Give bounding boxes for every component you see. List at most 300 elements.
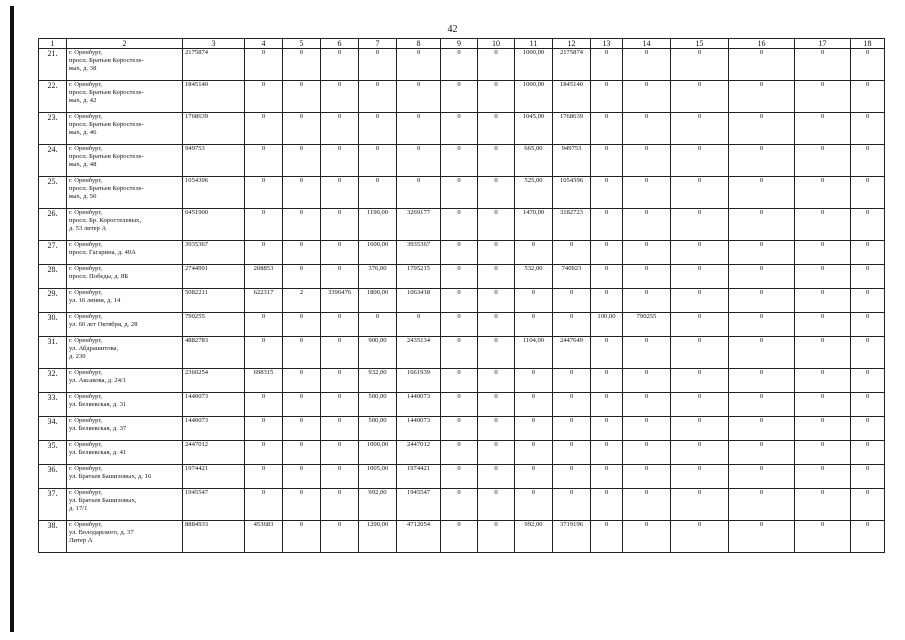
value-cell: 0 — [623, 49, 671, 81]
value-cell: 0 — [359, 313, 397, 337]
value-cell: 0 — [441, 265, 478, 289]
value-cell: 1063418 — [397, 289, 441, 313]
value-cell: 0 — [851, 81, 885, 113]
value-cell: 1440073 — [397, 393, 441, 417]
value-cell: 0 — [623, 337, 671, 369]
value-cell: 1768639 — [553, 113, 591, 145]
value-cell: 0 — [283, 145, 321, 177]
address-line: г. Оренбург, — [69, 521, 103, 528]
column-header: 17 — [795, 39, 851, 49]
value-cell: 1054396 — [553, 177, 591, 209]
value-cell: 0 — [245, 465, 283, 489]
value-cell: 0 — [478, 81, 515, 113]
table-row — [39, 521, 885, 553]
value-cell: 0 — [591, 209, 623, 241]
table-row — [39, 265, 885, 289]
address-line: вых, д. 50 — [69, 193, 97, 201]
row-number: 38. — [39, 521, 67, 553]
value-cell: 0 — [478, 465, 515, 489]
value-cell: 1600,00 — [359, 241, 397, 265]
value-cell: 0 — [671, 337, 729, 369]
value-cell: 1190,00 — [359, 209, 397, 241]
value-cell: 992,00 — [515, 521, 553, 553]
value-cell: 0 — [283, 417, 321, 441]
row-number: 29. — [39, 289, 67, 313]
row-number: 21. — [39, 49, 67, 81]
value-cell: 0 — [515, 465, 553, 489]
column-header: 9 — [441, 39, 478, 49]
value-cell: 0 — [321, 369, 359, 393]
value-cell: 0 — [729, 177, 795, 209]
value-cell: 0 — [441, 113, 478, 145]
address-line: г. Оренбург, — [69, 289, 103, 296]
value-cell: 0 — [478, 489, 515, 521]
address-line: ул. Абдрашитова, — [69, 345, 119, 353]
value-cell: 208853 — [245, 265, 283, 289]
address-line: ул. Беляевская, д. 37 — [69, 425, 127, 433]
address-line: г. Оренбург, — [69, 369, 103, 376]
value-cell: 0 — [851, 369, 885, 393]
column-header: 8 — [397, 39, 441, 49]
value-cell: 0 — [245, 113, 283, 145]
value-cell: 0 — [729, 49, 795, 81]
value-cell: 6451900 — [183, 209, 245, 241]
address-cell — [67, 337, 183, 369]
value-cell: 0 — [671, 81, 729, 113]
address-line: д. 230 — [69, 353, 86, 361]
value-cell: 0 — [441, 145, 478, 177]
row-number: 33. — [39, 393, 67, 417]
value-cell: 532,00 — [515, 265, 553, 289]
value-cell: 698315 — [245, 369, 283, 393]
value-cell: 0 — [478, 113, 515, 145]
value-cell: 2360254 — [183, 369, 245, 393]
value-cell: 0 — [591, 49, 623, 81]
value-cell: 0 — [623, 489, 671, 521]
value-cell: 0 — [671, 145, 729, 177]
value-cell: 0 — [591, 441, 623, 465]
value-cell: 0 — [397, 113, 441, 145]
value-cell: 0 — [851, 393, 885, 417]
value-cell: 0 — [441, 241, 478, 265]
address-line: г. Оренбург, — [69, 313, 103, 320]
value-cell: 0 — [795, 289, 851, 313]
address-line: г. Оренбург, — [69, 417, 103, 424]
table-row — [39, 441, 885, 465]
value-cell: 0 — [321, 465, 359, 489]
value-cell: 0 — [591, 177, 623, 209]
address-cell — [67, 209, 183, 241]
value-cell: 0 — [478, 265, 515, 289]
value-cell: 1661939 — [397, 369, 441, 393]
address-line: просп. Братьев Коростеле- — [69, 57, 144, 65]
value-cell: 0 — [623, 465, 671, 489]
left-margin-bar — [10, 6, 14, 632]
value-cell: 0 — [283, 313, 321, 337]
value-cell: 0 — [245, 241, 283, 265]
address-line: просп. Гагарина, д. 40А — [69, 249, 136, 257]
value-cell: 0 — [851, 145, 885, 177]
value-cell: 0 — [623, 289, 671, 313]
table-row — [39, 369, 885, 393]
value-cell: 1768639 — [183, 113, 245, 145]
value-cell: 2435134 — [397, 337, 441, 369]
address-cell — [67, 145, 183, 177]
value-cell: 0 — [441, 393, 478, 417]
value-cell: 0 — [478, 521, 515, 553]
value-cell: 0 — [729, 241, 795, 265]
value-cell: 0 — [515, 417, 553, 441]
value-cell: 0 — [321, 521, 359, 553]
value-cell: 0 — [729, 289, 795, 313]
address-line: г. Оренбург, — [69, 209, 103, 216]
address-line: г. Оренбург, — [69, 177, 103, 184]
value-cell: 1945547 — [183, 489, 245, 521]
value-cell: 0 — [795, 337, 851, 369]
column-header: 2 — [67, 39, 183, 49]
column-header: 1 — [39, 39, 67, 49]
value-cell: 0 — [851, 113, 885, 145]
value-cell: 622317 — [245, 289, 283, 313]
value-cell: 0 — [671, 113, 729, 145]
address-line: просп. Братьев Коростеле- — [69, 153, 144, 161]
value-cell: 0 — [623, 113, 671, 145]
value-cell: 0 — [623, 417, 671, 441]
value-cell: 0 — [283, 177, 321, 209]
column-header: 3 — [183, 39, 245, 49]
value-cell: 0 — [851, 265, 885, 289]
value-cell: 0 — [321, 113, 359, 145]
value-cell: 3269177 — [397, 209, 441, 241]
value-cell: 0 — [359, 81, 397, 113]
address-cell — [67, 241, 183, 265]
column-header: 6 — [321, 39, 359, 49]
value-cell: 1440073 — [183, 417, 245, 441]
address-cell — [67, 369, 183, 393]
value-cell: 0 — [729, 209, 795, 241]
value-cell: 0 — [283, 521, 321, 553]
value-cell: 0 — [795, 209, 851, 241]
value-cell: 0 — [553, 489, 591, 521]
table-row — [39, 177, 885, 209]
value-cell: 0 — [553, 313, 591, 337]
value-cell: 0 — [283, 489, 321, 521]
value-cell: 0 — [591, 265, 623, 289]
value-cell: 0 — [623, 369, 671, 393]
value-cell: 0 — [283, 337, 321, 369]
value-cell: 0 — [478, 241, 515, 265]
value-cell: 0 — [478, 145, 515, 177]
value-cell: 790255 — [183, 313, 245, 337]
address-line: ул. Беляевская, д. 41 — [69, 449, 127, 457]
value-cell: 0 — [671, 241, 729, 265]
table-row — [39, 113, 885, 145]
value-cell: 500,00 — [359, 393, 397, 417]
address-line: Литер А — [69, 537, 93, 545]
value-cell: 0 — [591, 337, 623, 369]
value-cell: 0 — [671, 417, 729, 441]
value-cell: 0 — [591, 81, 623, 113]
value-cell: 3935367 — [183, 241, 245, 265]
value-cell: 4712054 — [397, 521, 441, 553]
value-cell: 0 — [795, 465, 851, 489]
value-cell: 0 — [591, 489, 623, 521]
value-cell: 0 — [851, 441, 885, 465]
value-cell: 0 — [245, 177, 283, 209]
value-cell: 0 — [671, 521, 729, 553]
address-line: просп. Братьев Коростеле- — [69, 185, 144, 193]
value-cell: 1104,00 — [515, 337, 553, 369]
value-cell: 0 — [283, 113, 321, 145]
value-cell: 0 — [245, 145, 283, 177]
address-cell — [67, 265, 183, 289]
column-header: 12 — [553, 39, 591, 49]
column-header: 5 — [283, 39, 321, 49]
value-cell: 1974421 — [183, 465, 245, 489]
table-row — [39, 393, 885, 417]
row-number: 37. — [39, 489, 67, 521]
value-cell: 0 — [851, 241, 885, 265]
value-cell: 0 — [397, 313, 441, 337]
value-cell: 0 — [245, 209, 283, 241]
value-cell: 0 — [729, 441, 795, 465]
value-cell: 0 — [671, 265, 729, 289]
value-cell: 0 — [321, 49, 359, 81]
register-table — [38, 38, 885, 553]
value-cell: 0 — [397, 145, 441, 177]
table-body — [39, 49, 885, 553]
value-cell: 0 — [729, 313, 795, 337]
value-cell: 0 — [851, 313, 885, 337]
column-header: 10 — [478, 39, 515, 49]
table-row — [39, 145, 885, 177]
value-cell: 0 — [321, 177, 359, 209]
value-cell: 0 — [851, 521, 885, 553]
value-cell: 0 — [795, 369, 851, 393]
value-cell: 500,00 — [359, 417, 397, 441]
address-cell — [67, 113, 183, 145]
value-cell: 0 — [441, 81, 478, 113]
value-cell: 0 — [671, 289, 729, 313]
value-cell: 4882783 — [183, 337, 245, 369]
value-cell: 0 — [851, 209, 885, 241]
value-cell: 0 — [478, 289, 515, 313]
value-cell: 0 — [729, 417, 795, 441]
value-cell: 0 — [671, 489, 729, 521]
value-cell: 790255 — [623, 313, 671, 337]
value-cell: 0 — [441, 313, 478, 337]
row-number: 36. — [39, 465, 67, 489]
column-header: 16 — [729, 39, 795, 49]
value-cell: 0 — [321, 337, 359, 369]
value-cell: 0 — [623, 265, 671, 289]
address-line: ул. Аксакова, д. 24/1 — [69, 377, 127, 385]
value-cell: 0 — [671, 49, 729, 81]
value-cell: 949753 — [183, 145, 245, 177]
value-cell: 0 — [553, 441, 591, 465]
value-cell: 0 — [671, 393, 729, 417]
value-cell: 0 — [553, 241, 591, 265]
address-line: ул. Братьев Башиловых, д. 16 — [69, 473, 152, 481]
value-cell: 1000,00 — [515, 81, 553, 113]
address-line: просп. Братьев Коростеле- — [69, 89, 144, 97]
value-cell: 0 — [359, 145, 397, 177]
value-cell: 0 — [478, 209, 515, 241]
value-cell: 740923 — [553, 265, 591, 289]
value-cell: 0 — [795, 49, 851, 81]
row-number: 28. — [39, 265, 67, 289]
value-cell: 0 — [591, 145, 623, 177]
value-cell: 0 — [795, 417, 851, 441]
address-cell — [67, 393, 183, 417]
value-cell: 0 — [851, 337, 885, 369]
value-cell: 0 — [591, 113, 623, 145]
value-cell: 453683 — [245, 521, 283, 553]
address-cell — [67, 417, 183, 441]
value-cell: 0 — [359, 177, 397, 209]
value-cell: 1440073 — [183, 393, 245, 417]
value-cell: 8884933 — [183, 521, 245, 553]
value-cell: 0 — [851, 489, 885, 521]
value-cell: 0 — [321, 145, 359, 177]
value-cell: 1290,00 — [359, 521, 397, 553]
value-cell: 0 — [321, 441, 359, 465]
value-cell: 0 — [321, 393, 359, 417]
value-cell: 0 — [795, 521, 851, 553]
value-cell: 0 — [359, 49, 397, 81]
value-cell: 0 — [851, 49, 885, 81]
value-cell: 1000,00 — [515, 49, 553, 81]
address-line: вых, д. 42 — [69, 97, 97, 105]
value-cell: 0 — [283, 393, 321, 417]
value-cell: 0 — [851, 177, 885, 209]
address-line: г. Оренбург, — [69, 241, 103, 248]
value-cell: 0 — [553, 369, 591, 393]
value-cell: 0 — [397, 81, 441, 113]
address-line: г. Оренбург, — [69, 145, 103, 152]
row-number: 24. — [39, 145, 67, 177]
value-cell: 0 — [245, 417, 283, 441]
value-cell: 0 — [623, 145, 671, 177]
value-cell: 0 — [441, 441, 478, 465]
value-cell: 1800,00 — [359, 289, 397, 313]
value-cell: 0 — [478, 49, 515, 81]
value-cell: 0 — [591, 369, 623, 393]
value-cell: 0 — [795, 145, 851, 177]
table-row — [39, 417, 885, 441]
value-cell: 0 — [397, 177, 441, 209]
value-cell: 0 — [245, 489, 283, 521]
value-cell: 0 — [283, 465, 321, 489]
value-cell: 2447012 — [183, 441, 245, 465]
value-cell: 0 — [478, 313, 515, 337]
value-cell: 0 — [321, 313, 359, 337]
value-cell: 0 — [729, 393, 795, 417]
value-cell: 0 — [671, 441, 729, 465]
address-line: г. Оренбург, — [69, 113, 103, 120]
value-cell: 0 — [478, 417, 515, 441]
value-cell: 0 — [321, 81, 359, 113]
value-cell: 376,00 — [359, 265, 397, 289]
value-cell: 0 — [515, 241, 553, 265]
value-cell: 2 — [283, 289, 321, 313]
value-cell: 0 — [591, 393, 623, 417]
value-cell: 0 — [321, 241, 359, 265]
value-cell: 0 — [623, 441, 671, 465]
column-header: 14 — [623, 39, 671, 49]
value-cell: 0 — [478, 337, 515, 369]
address-line: г. Оренбург, — [69, 465, 103, 472]
row-number: 31. — [39, 337, 67, 369]
value-cell: 1440073 — [397, 417, 441, 441]
value-cell: 0 — [441, 177, 478, 209]
address-cell — [67, 81, 183, 113]
row-number: 26. — [39, 209, 67, 241]
value-cell: 0 — [515, 369, 553, 393]
value-cell: 0 — [729, 337, 795, 369]
value-cell: 0 — [441, 337, 478, 369]
value-cell: 3935367 — [397, 241, 441, 265]
address-line: г. Оренбург, — [69, 441, 103, 448]
value-cell: 0 — [283, 265, 321, 289]
value-cell: 0 — [623, 177, 671, 209]
address-cell — [67, 441, 183, 465]
value-cell: 0 — [441, 489, 478, 521]
column-header: 15 — [671, 39, 729, 49]
value-cell: 0 — [515, 289, 553, 313]
address-line: ул. Беляевская, д. 31 — [69, 401, 127, 409]
value-cell: 0 — [441, 521, 478, 553]
value-cell: 0 — [245, 393, 283, 417]
value-cell: 0 — [671, 369, 729, 393]
value-cell: 0 — [729, 265, 795, 289]
value-cell: 0 — [591, 521, 623, 553]
address-cell — [67, 489, 183, 521]
address-cell — [67, 465, 183, 489]
value-cell: 0 — [553, 289, 591, 313]
value-cell: 0 — [283, 369, 321, 393]
value-cell: 0 — [321, 209, 359, 241]
address-line: ул. 60 лет Октября, д. 28 — [69, 321, 138, 329]
value-cell: 0 — [515, 441, 553, 465]
value-cell: 0 — [245, 313, 283, 337]
value-cell: 0 — [245, 337, 283, 369]
value-cell: 0 — [478, 393, 515, 417]
address-cell — [67, 289, 183, 313]
address-line: д. 53 литер А — [69, 225, 107, 233]
address-line: просп. Победы, д. 8Б — [69, 273, 129, 281]
column-header: 4 — [245, 39, 283, 49]
value-cell: 3396476 — [321, 289, 359, 313]
table-row — [39, 289, 885, 313]
value-cell: 2175874 — [183, 49, 245, 81]
value-cell: 0 — [591, 289, 623, 313]
page-number: 42 — [447, 24, 458, 35]
table-row — [39, 337, 885, 369]
address-line: вых, д. 48 — [69, 161, 97, 169]
address-line: г. Оренбург, — [69, 81, 103, 88]
address-line: г. Оренбург, — [69, 337, 103, 344]
value-cell: 3182723 — [553, 209, 591, 241]
value-cell: 1470,00 — [515, 209, 553, 241]
value-cell: 992,00 — [359, 489, 397, 521]
row-number: 23. — [39, 113, 67, 145]
header-row — [39, 39, 885, 49]
value-cell: 1054396 — [183, 177, 245, 209]
value-cell: 0 — [729, 81, 795, 113]
value-cell: 0 — [283, 49, 321, 81]
table-row — [39, 49, 885, 81]
